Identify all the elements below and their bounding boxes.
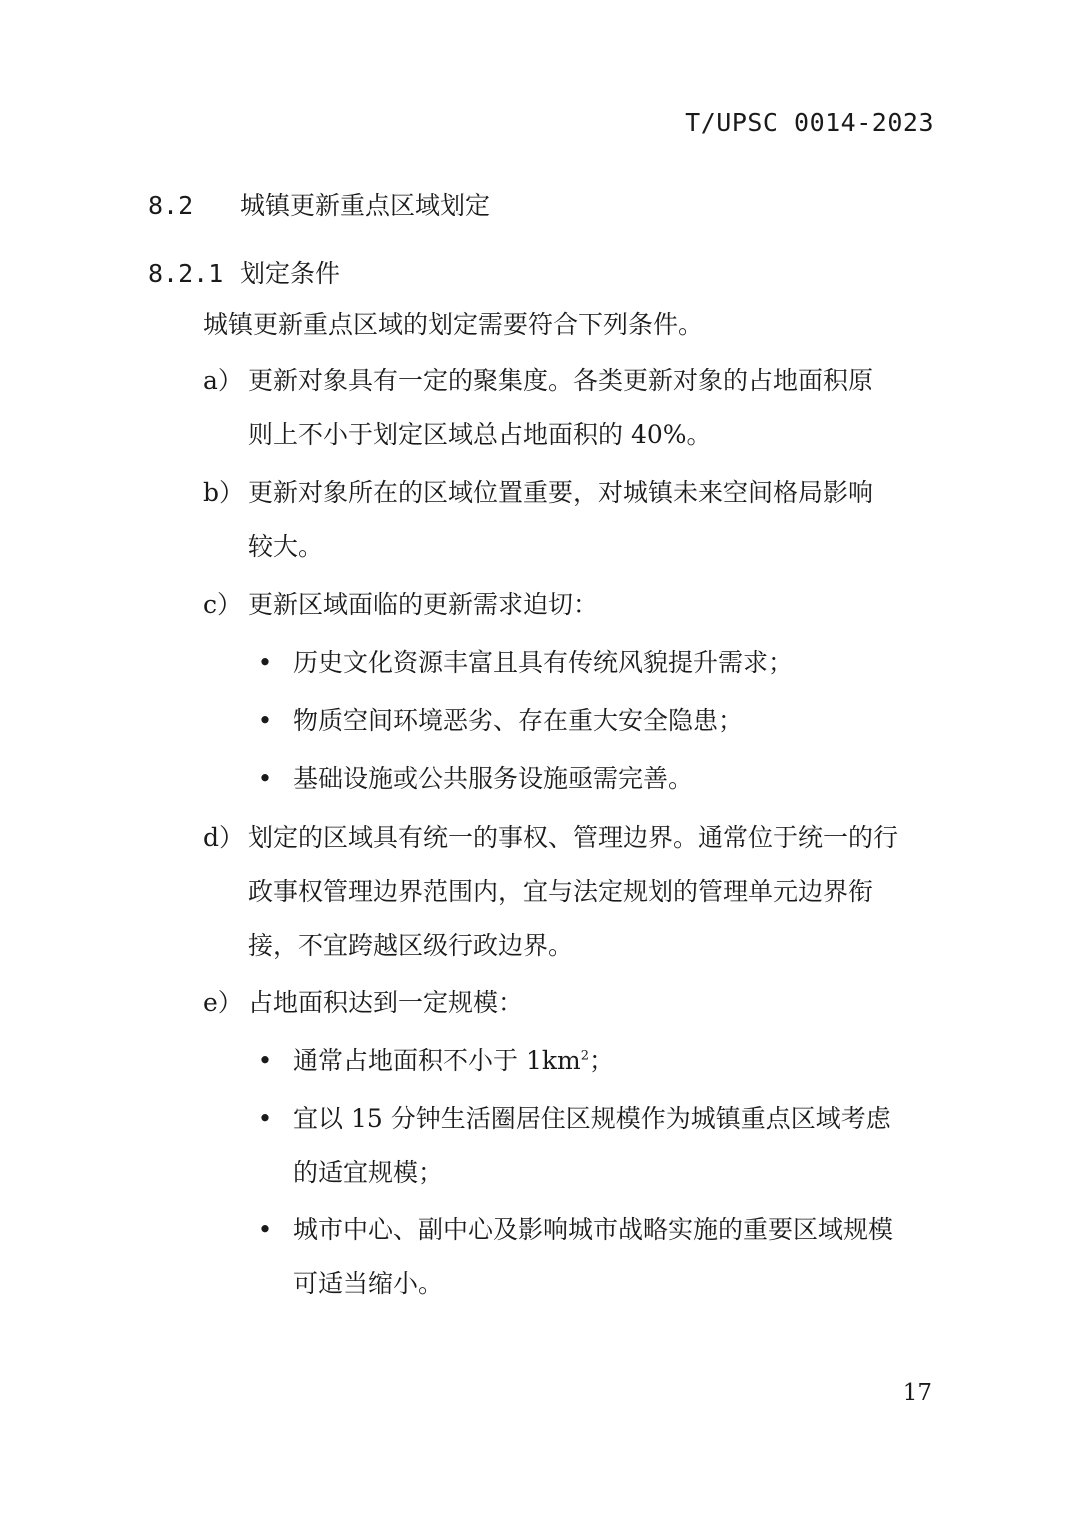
item-text xyxy=(248,466,938,574)
list-item-b xyxy=(203,466,963,574)
item-line: 则上不小于划定区域总占地面积的 40%。 xyxy=(248,420,712,449)
superscript: 2 xyxy=(580,1048,589,1064)
list-bullet xyxy=(255,1092,945,1200)
bullet-text xyxy=(293,1092,938,1200)
bullet-text-part: ； xyxy=(589,1046,615,1075)
list-bullet xyxy=(255,1034,945,1088)
item-marker: d） xyxy=(203,823,245,852)
item-line: 接，不宜跨越区级行政边界。 xyxy=(248,931,574,960)
bullet-text: 基础设施或公共服务设施亟需完善。 xyxy=(293,764,694,793)
document-id: T/UPSC 0014-2023 xyxy=(685,108,934,137)
bullet-text xyxy=(293,1203,938,1311)
bullet-dot: • xyxy=(257,1104,273,1133)
item-line: 划定的区域具有统一的事权、管理边界。通常位于统一的行 xyxy=(248,823,899,852)
item-marker: c） xyxy=(203,590,243,619)
list-bullet xyxy=(255,1203,945,1311)
item-text xyxy=(248,354,938,462)
subsection-title: 划定条件 xyxy=(240,259,341,288)
bullet-dot: • xyxy=(257,1046,273,1075)
bullet-line: 城市中心、副中心及影响城市战略实施的重要区域规模 xyxy=(293,1215,894,1244)
bullet-text: 历史文化资源丰富且具有传统风貌提升需求； xyxy=(293,648,794,677)
subsection-number: 8.2.1 xyxy=(148,259,224,288)
list-bullet xyxy=(255,752,945,806)
section-heading xyxy=(148,186,490,222)
list-item-d xyxy=(203,811,963,973)
subsection-heading xyxy=(148,254,340,290)
item-line: 较大。 xyxy=(248,532,324,561)
bullet-text-part: 通常占地面积不小于 1km xyxy=(293,1046,581,1075)
bullet-text xyxy=(293,1034,938,1088)
list-bullet xyxy=(255,694,945,748)
section-number: 8.2 xyxy=(148,191,194,220)
list-item-e xyxy=(203,976,963,1030)
item-line: 更新对象所在的区域位置重要，对城镇未来空间格局影响 xyxy=(248,478,874,507)
bullet-dot: • xyxy=(257,764,273,793)
intro-paragraph: 城镇更新重点区域的划定需要符合下列条件。 xyxy=(203,310,704,339)
list-item-a xyxy=(203,354,963,462)
bullet-line: 宜以 15 分钟生活圈居住区规模作为城镇重点区域考虑 xyxy=(293,1104,891,1133)
bullet-line: 的适宜规模； xyxy=(293,1158,444,1187)
item-marker: e） xyxy=(203,988,243,1017)
item-text xyxy=(248,811,938,973)
item-marker: b） xyxy=(203,478,245,507)
list-bullet xyxy=(255,636,945,690)
bullet-text: 物质空间环境恶劣、存在重大安全隐患； xyxy=(293,706,744,735)
item-marker: a） xyxy=(203,366,243,395)
bullet-dot: • xyxy=(257,648,273,677)
item-text: 占地面积达到一定规模： xyxy=(248,988,524,1017)
list-item-c xyxy=(203,578,963,632)
bullet-dot: • xyxy=(257,1215,273,1244)
item-line: 更新对象具有一定的聚集度。各类更新对象的占地面积原 xyxy=(248,366,874,395)
item-line: 政事权管理边界范围内，宜与法定规划的管理单元边界衔 xyxy=(248,877,874,906)
section-title: 城镇更新重点区域划定 xyxy=(240,191,491,220)
bullet-dot: • xyxy=(257,706,273,735)
item-text: 更新区域面临的更新需求迫切： xyxy=(248,590,599,619)
bullet-line: 可适当缩小。 xyxy=(293,1269,444,1298)
page-number: 17 xyxy=(902,1380,932,1406)
